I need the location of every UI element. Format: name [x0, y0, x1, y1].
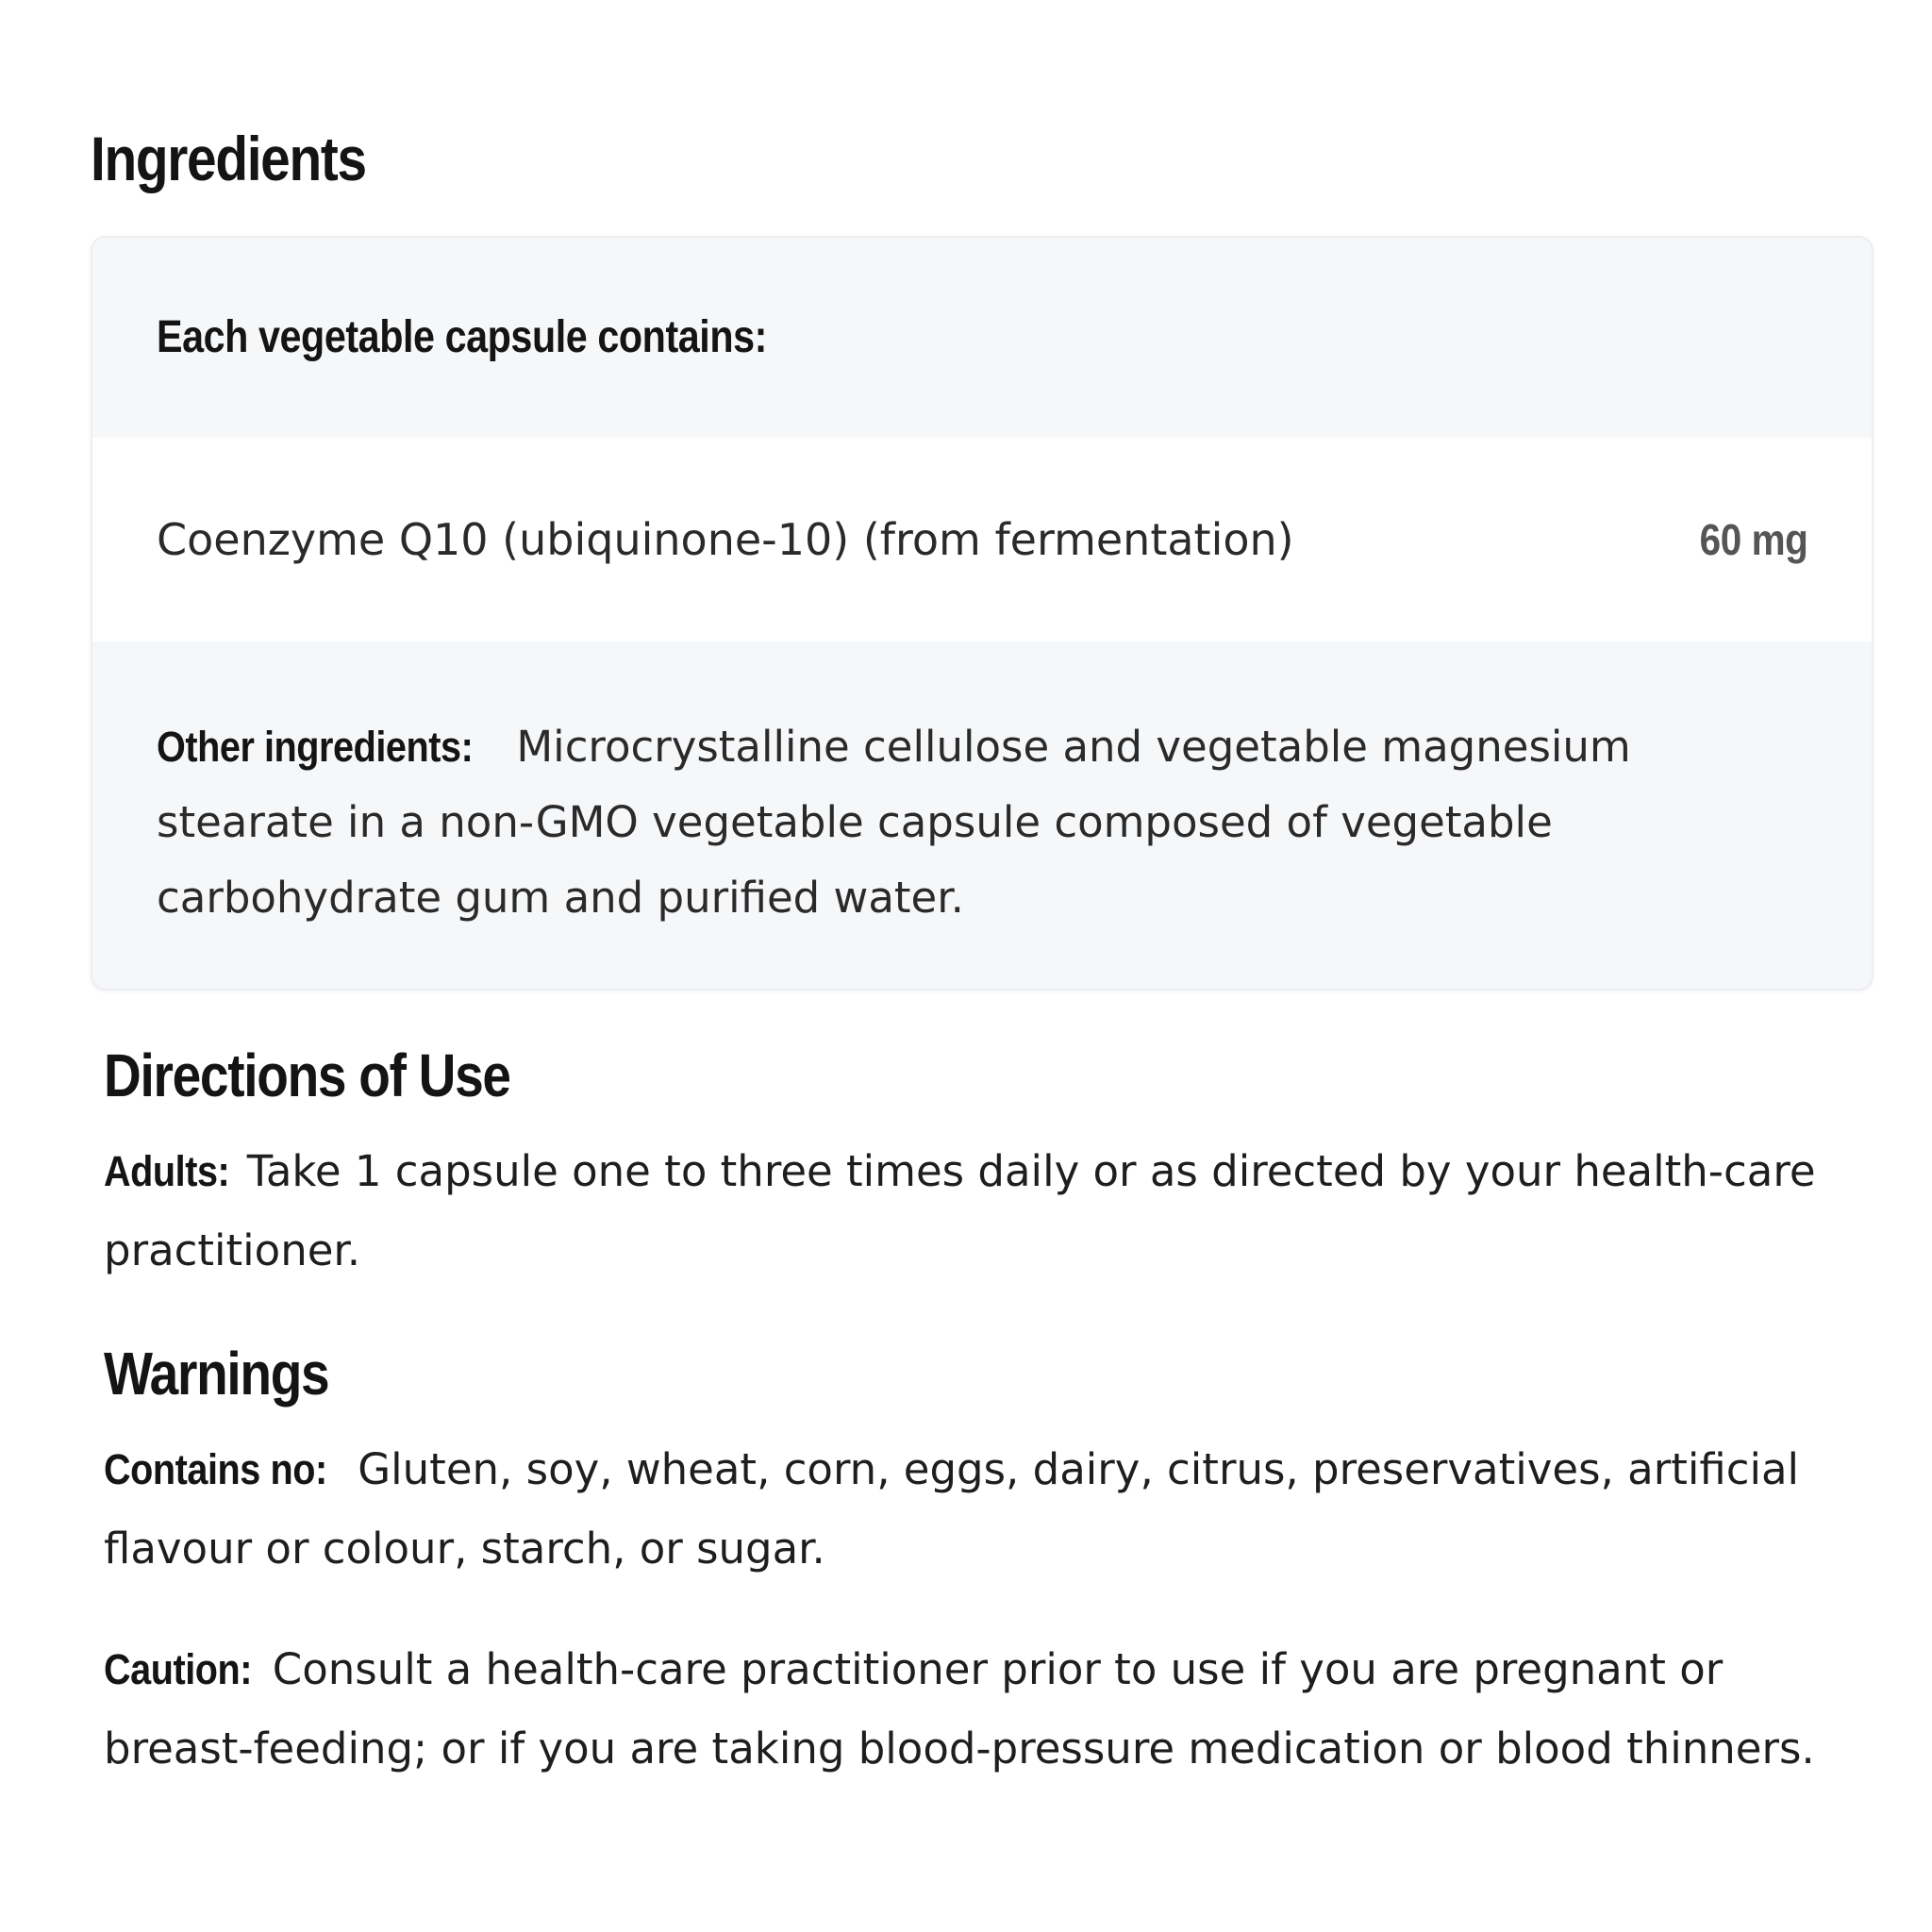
other-ingredients-text: Microcrystalline cellulose and vegetable magnesium stearate in a non-GMO vegetable capsule composed of vegetable carbohydrate gum and purified water.	[157, 722, 1631, 923]
ingredient-name: Coenzyme Q10 (ubiquinone-10) (from fermentation)	[157, 514, 1294, 565]
ingredient-amount: 60 mg	[1699, 515, 1807, 564]
adults-text: Take 1 capsule one to three times daily or as directed by your health-care practitioner.	[104, 1146, 1816, 1275]
caution-warning	[104, 1630, 1877, 1789]
capsule-contains-label: Each vegetable capsule contains:	[157, 312, 767, 362]
other-ingredients-label: Other ingredients:	[157, 723, 474, 771]
contains-no-label: Contains no:	[104, 1445, 327, 1493]
ingredients-heading: Ingredients	[91, 124, 366, 193]
ingredients-card	[91, 236, 1874, 991]
caution-label: Caution:	[104, 1645, 253, 1693]
contains-no-warning	[104, 1430, 1877, 1589]
caution-text: Consult a health-care practitioner prior to use if you are pregnant or breast-feeding; or if you are taking blood-pressure medication or blood thinners.	[104, 1644, 1815, 1774]
warnings-heading: Warnings	[104, 1340, 329, 1407]
ingredient-row	[92, 438, 1872, 641]
other-ingredients	[157, 709, 1817, 936]
directions-heading: Directions of Use	[104, 1041, 510, 1109]
contains-no-text: Gluten, soy, wheat, corn, eggs, dairy, citrus, preservatives, artificial flavour or colour, starch, or sugar.	[104, 1444, 1800, 1574]
adults-directions	[104, 1132, 1877, 1291]
adults-label: Adults:	[104, 1147, 230, 1195]
capsule-header-row	[92, 238, 1872, 438]
